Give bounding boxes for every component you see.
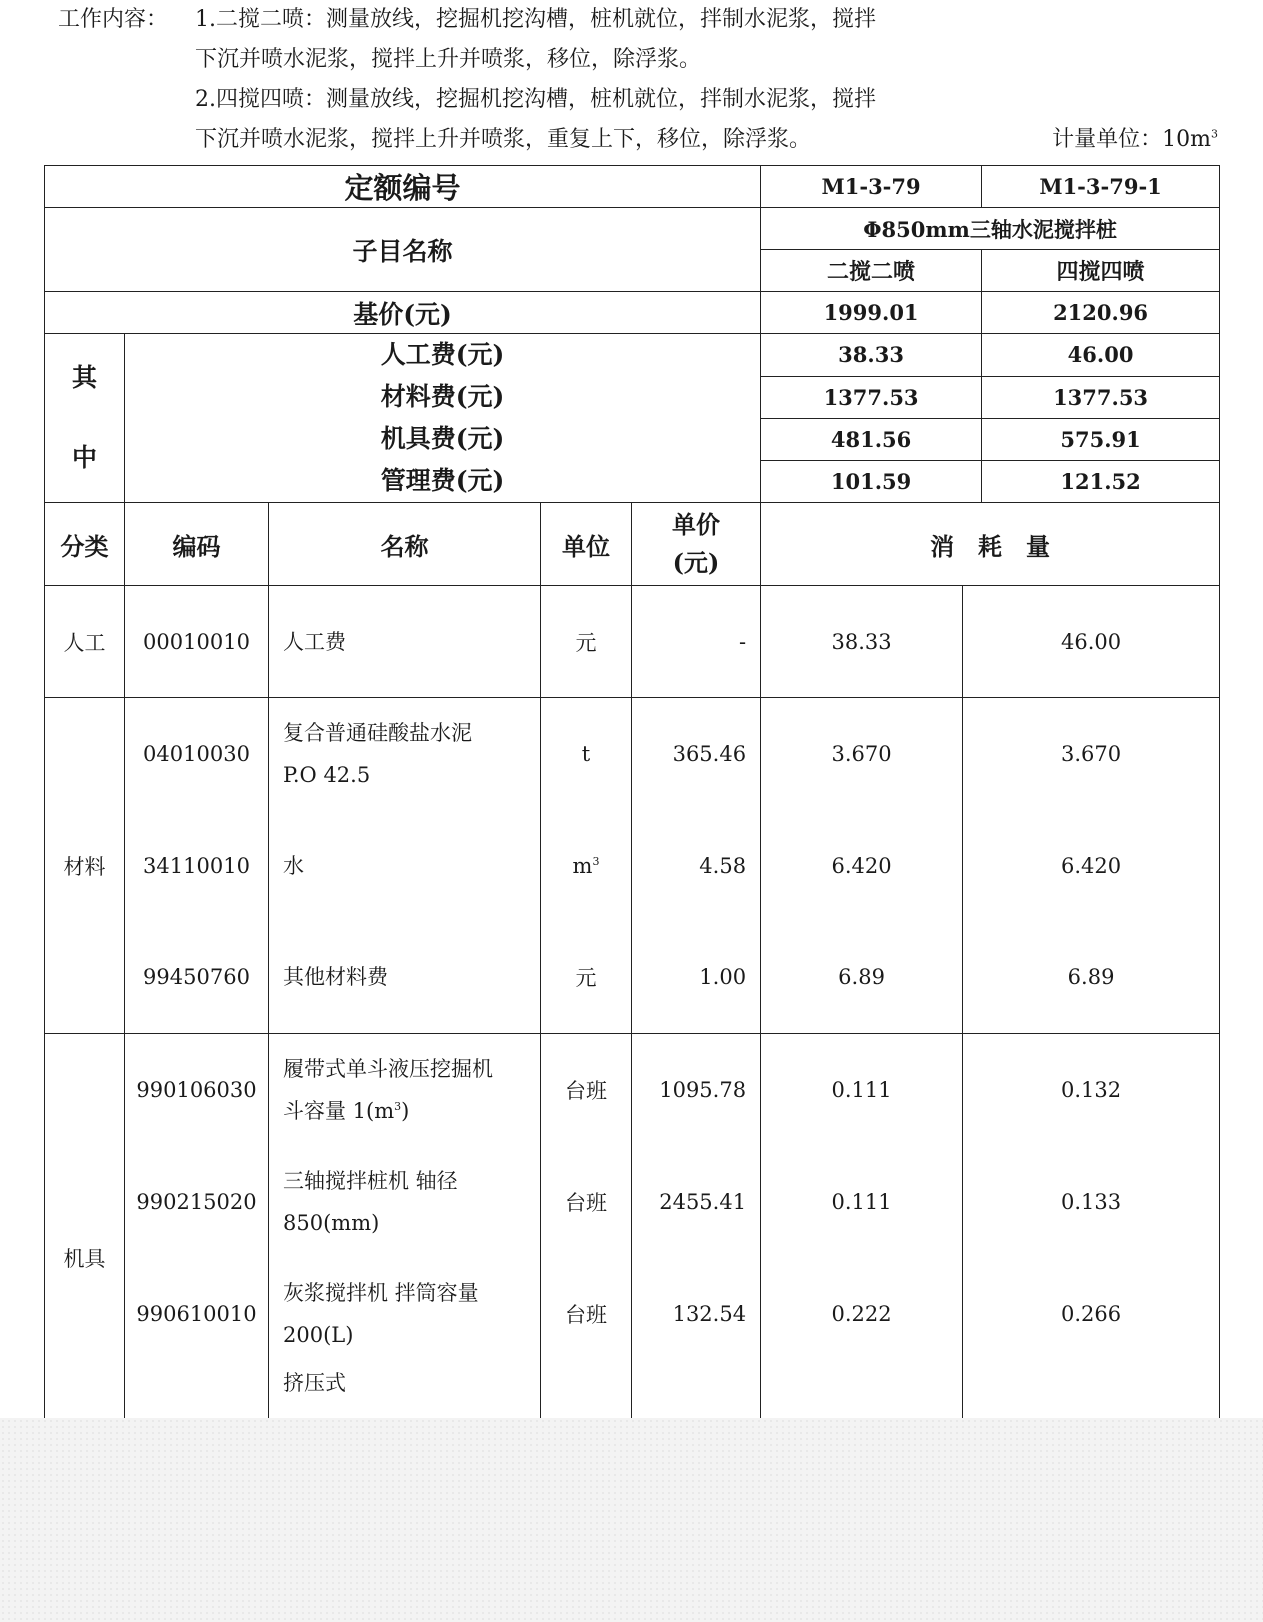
breakdown-management-2: 121.52 [982,460,1220,503]
material-name-1: 水 [269,810,541,922]
machine-unit-0: 台班 [541,1034,632,1146]
machine-qty2-1: 0.133 [963,1146,1220,1258]
machine-qty1-1: 0.111 [761,1146,963,1258]
quota-table [44,165,1220,1482]
material-row [45,698,1220,810]
labor-code: 00010010 [125,586,269,698]
breakdown-material-2: 1377.53 [982,376,1220,418]
machine-price-2: 132.54 [632,1258,761,1370]
breakdown-row-material [45,376,1220,418]
work-content-line-3: 2.四搅四喷：测量放线，挖掘机挖沟槽，桩机就位，拌制水泥浆，搅拌 [195,87,876,112]
machine-price-0: 1095.78 [632,1034,761,1146]
measurement-unit [1052,120,1218,160]
quota-number-label: 定额编号 [45,166,761,208]
machine-name-2-line1: 灰浆搅拌机 拌筒容量 [283,1280,479,1305]
machine-code-0: 990106030 [125,1034,269,1146]
measurement-unit-text: 计量单位：10m [1052,127,1211,152]
material-code-2: 99450760 [125,922,269,1034]
material-name-0-line2: P.O 42.5 [283,762,371,787]
labor-qty-2: 46.00 [963,586,1220,698]
machine-name-1-line2: 850(mm) [283,1210,380,1235]
col-unit-price [632,503,761,586]
labor-row [45,586,1220,698]
machine-name-1-line1: 三轴搅拌桩机 轴径 [283,1168,458,1193]
subitem-group-name: Φ850mm三轴水泥搅拌桩 [761,208,1220,250]
breakdown-machine-2: 575.91 [982,418,1220,460]
material-qty1-1: 6.420 [761,810,963,922]
machine-name-0 [269,1034,541,1146]
breakdown-label-machine: 机具费(元) [125,418,761,460]
page-fade-overlay [0,1418,1263,1622]
labor-price: - [632,586,761,698]
breakdown-material-1: 1377.53 [761,376,982,418]
column-header-row [45,503,1220,586]
subitem-name-2: 四搅四喷 [982,250,1220,292]
breakdown-label-management: 管理费(元) [125,460,761,503]
material-price-0: 365.46 [632,698,761,810]
breakdown-management-1: 101.59 [761,460,982,503]
labor-category: 人工 [45,586,125,698]
machine-name-2 [269,1258,541,1370]
machine-row [45,1258,1220,1370]
material-code-0: 04010030 [125,698,269,810]
col-category: 分类 [45,503,125,586]
machine-category: 机具 [45,1034,125,1482]
work-content-line-1: 1.二搅二喷：测量放线，挖掘机挖沟槽，桩机就位，拌制水泥浆，搅拌 [195,7,876,32]
machine-row [45,1034,1220,1146]
material-unit-2: 元 [541,922,632,1034]
machine-unit-1: 台班 [541,1146,632,1258]
base-price-2: 2120.96 [982,292,1220,334]
col-unit-price-1: 单价 [672,510,721,539]
breakdown-labor-1: 38.33 [761,334,982,377]
material-row [45,922,1220,1034]
quota-code-1: M1-3-79 [761,166,982,208]
material-unit-0: t [541,698,632,810]
material-qty2-2: 6.89 [963,922,1220,1034]
material-code-1: 34110010 [125,810,269,922]
machine-name-0-tail: ) [401,1098,410,1123]
material-name-2: 其他材料费 [269,922,541,1034]
machine-name-0-line1: 履带式单斗液压挖掘机 [283,1056,493,1081]
quota-number-row [45,166,1220,208]
of-which-cell [45,334,125,503]
material-unit-1 [541,810,632,922]
machine-qty2-2: 0.266 [963,1258,1220,1370]
breakdown-label-labor: 人工费(元) [125,334,761,377]
base-price-1: 1999.01 [761,292,982,334]
labor-name: 人工费 [269,586,541,698]
col-unit-price-2: (元) [672,548,720,577]
material-qty2-0: 3.670 [963,698,1220,810]
machine-qty1-2: 0.222 [761,1258,963,1370]
labor-qty-1: 38.33 [761,586,963,698]
work-content-line-2: 下沉并喷水泥浆，搅拌上升并喷浆，移位，除浮浆。 [195,47,702,72]
subitem-name-1: 二搅二喷 [761,250,982,292]
material-unit-1-text: m [572,853,593,878]
material-category: 材料 [45,698,125,1034]
base-price-row [45,292,1220,334]
breakdown-row-labor [45,334,1220,377]
machine-unit-2: 台班 [541,1258,632,1370]
material-qty1-2: 6.89 [761,922,963,1034]
material-row [45,810,1220,922]
work-content-label: 工作内容： [58,7,169,32]
machine-price-1: 2455.41 [632,1146,761,1258]
machine-qty1-0: 0.111 [761,1034,963,1146]
machine-row [45,1146,1220,1258]
measurement-unit-sup: 3 [1211,127,1218,141]
breakdown-row-management [45,460,1220,503]
machine-name-0-line2 [283,1090,540,1132]
base-price-label: 基价(元) [45,292,761,334]
col-code: 编码 [125,503,269,586]
material-name-0 [269,698,541,810]
subitem-label: 子目名称 [45,208,761,292]
material-name-0-line1: 复合普通硅酸盐水泥 [283,720,472,745]
breakdown-label-material: 材料费(元) [125,376,761,418]
quota-code-2: M1-3-79-1 [982,166,1220,208]
material-price-2: 1.00 [632,922,761,1034]
of-which-char-1: 其 [71,363,97,392]
breakdown-machine-1: 481.56 [761,418,982,460]
col-unit: 单位 [541,503,632,586]
machine-name-0-line2-text: 斗容量 1(m [283,1098,395,1123]
machine-name-1 [269,1146,541,1258]
col-consumption: 消 耗 量 [761,503,1220,586]
machine-name-2-line2: 200(L) [283,1322,354,1347]
col-name: 名称 [269,503,541,586]
material-qty1-0: 3.670 [761,698,963,810]
labor-unit: 元 [541,586,632,698]
machine-name-cut: 挤压式 [269,1370,541,1482]
machine-code-2: 990610010 [125,1258,269,1370]
work-content-line-4: 下沉并喷水泥浆，搅拌上升并喷浆，重复上下，移位，除浮浆。 [195,127,812,152]
machine-qty2-0: 0.132 [963,1034,1220,1146]
subitem-row-1 [45,208,1220,250]
of-which-char-2: 中 [71,443,97,472]
material-qty2-1: 6.420 [963,810,1220,922]
material-unit-1-sup: 3 [592,854,600,868]
breakdown-row-machine [45,418,1220,460]
breakdown-labor-2: 46.00 [982,334,1220,377]
material-price-1: 4.58 [632,810,761,922]
machine-code-1: 990215020 [125,1146,269,1258]
machine-name-0-sup: 3 [394,1099,402,1113]
